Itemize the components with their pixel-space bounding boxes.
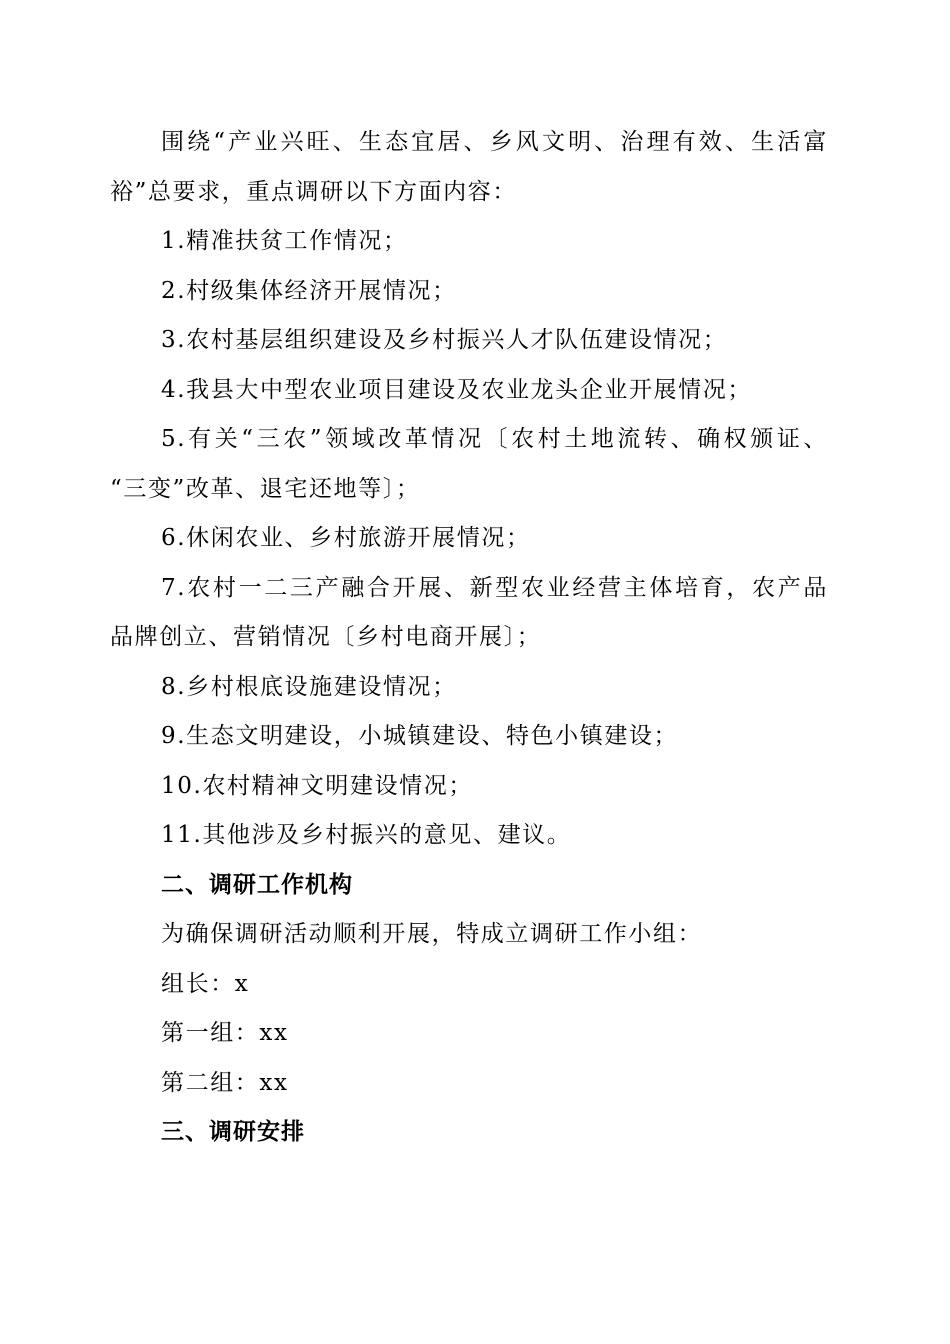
- list-item-7-line-2: 品牌创立、营销情况〔乡村电商开展〕；: [110, 624, 542, 650]
- section-2-heading: 二、调研工作机构: [161, 871, 353, 898]
- list-item-7-line-1: 7.农村一二三产融合开展、新型农业经营主体培育，农产品: [161, 574, 828, 601]
- list-item-5-line-1: 5.有关“三农”领域改革情况〔农村土地流转、确权颁证、: [161, 426, 828, 452]
- list-item-3: 3.农村基层组织建设及乡村振兴人才队伍建设情况；: [161, 327, 728, 353]
- list-item-9: 9.生态文明建设，小城镇建设、特色小镇建设；: [161, 723, 679, 749]
- list-item-6: 6.休闲农业、乡村旅游开展情况；: [161, 525, 531, 551]
- intro-paragraph-line-1: 围绕“产业兴旺、生态宜居、乡风文明、治理有效、生活富: [161, 129, 828, 155]
- group-1: 第一组：xx: [161, 1020, 289, 1046]
- list-item-4: 4.我县大中型农业项目建设及农业龙头企业开展情况；: [161, 376, 752, 403]
- list-item-10: 10.农村精神文明建设情况；: [161, 772, 473, 799]
- list-item-2: 2.村级集体经济开展情况；: [161, 277, 457, 304]
- group-leader: 组长：x: [161, 970, 250, 997]
- list-item-1: 1.精准扶贫工作情况；: [161, 228, 408, 254]
- document-page: [110, 118, 828, 1158]
- list-item-5-line-2: “三变”改革、退宅还地等〕；: [110, 475, 421, 502]
- intro-paragraph-line-2: 裕”总要求，重点调研以下方面内容：: [110, 178, 517, 205]
- list-item-11: 11.其他涉及乡村振兴的意见、建议。: [161, 822, 572, 848]
- group-2: 第二组：xx: [161, 1069, 289, 1096]
- list-item-8: 8.乡村根底设施建设情况；: [161, 673, 457, 700]
- section-2-intro: 为确保调研活动顺利开展，特成立调研工作小组：: [161, 921, 703, 947]
- section-3-heading: 三、调研安排: [161, 1119, 305, 1145]
